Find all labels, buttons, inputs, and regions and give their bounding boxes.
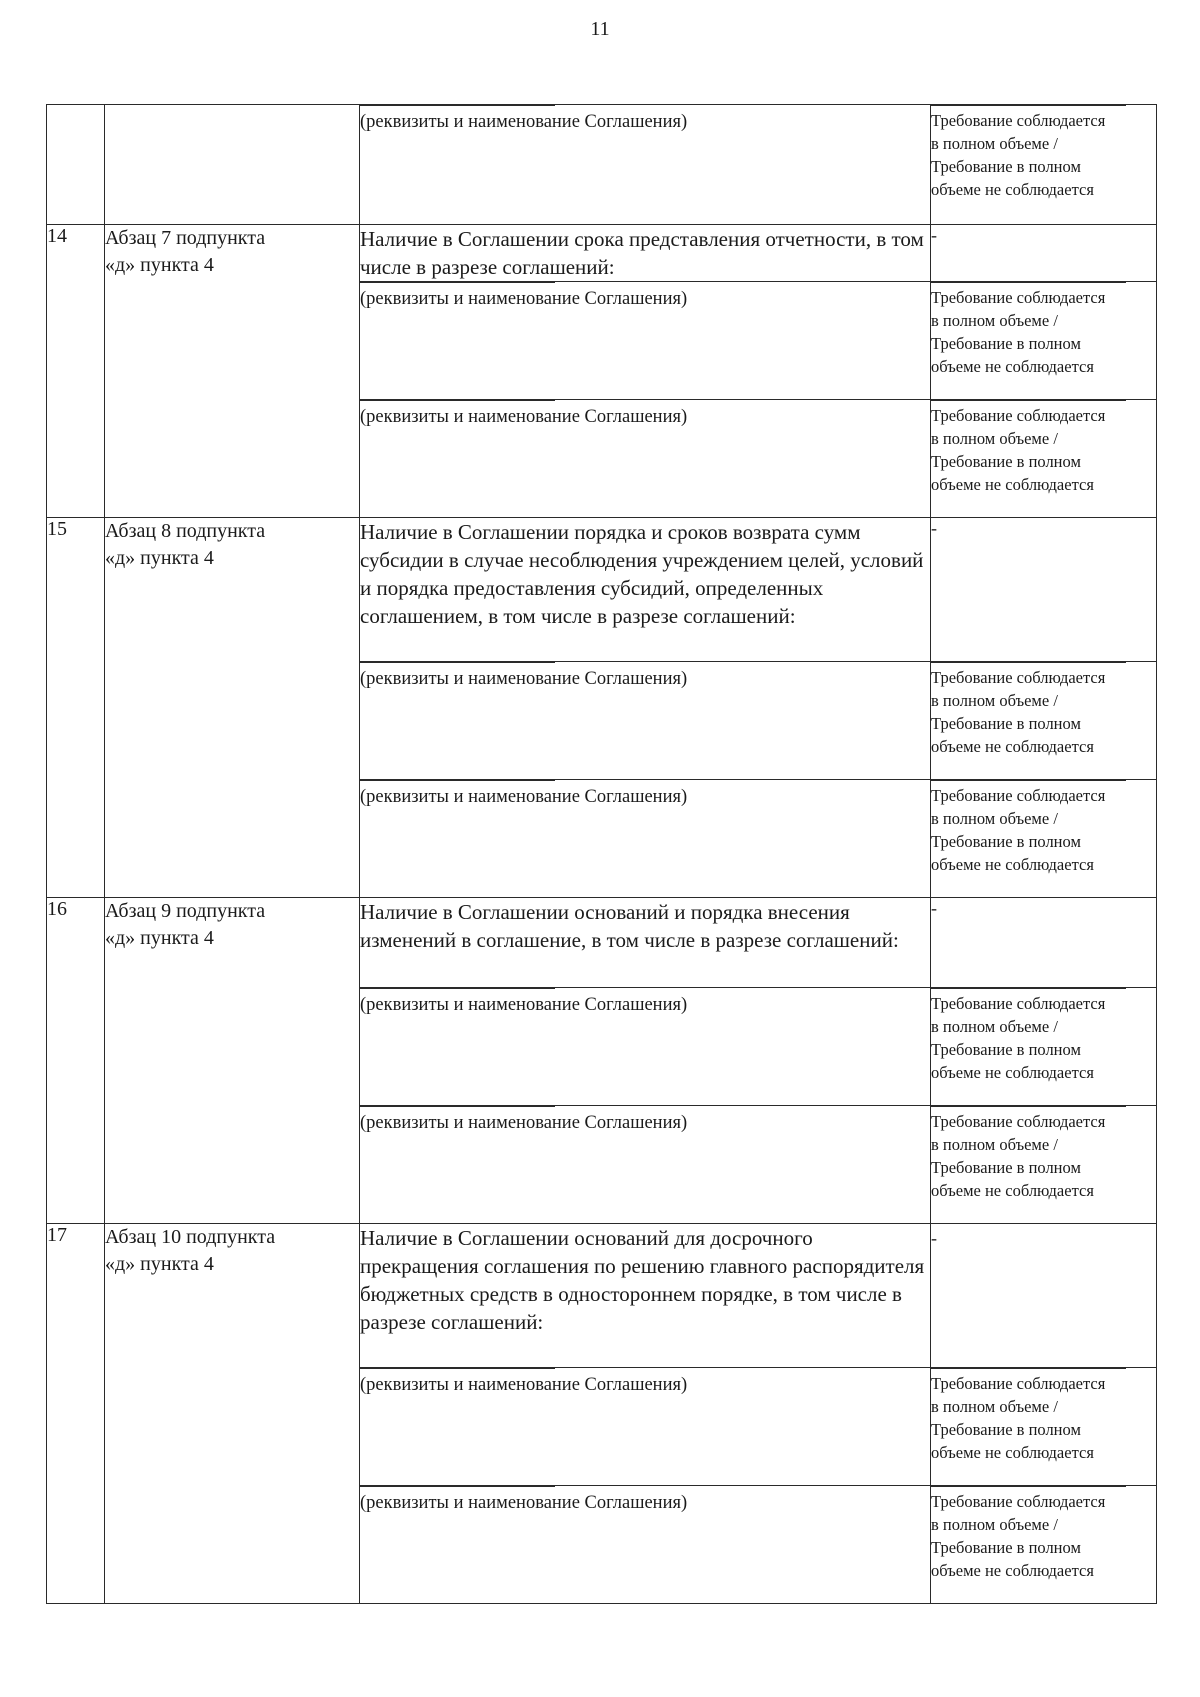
result-cell: Требование соблюдается в полном объеме / Требование в полном объеме не соблюдается [931, 282, 1157, 400]
row-reference: Абзац 10 подпункта «д» пункта 4 [105, 1224, 360, 1604]
result-cell: Требование соблюдается в полном объеме / Требование в полном объеме не соблюдается [931, 105, 1157, 225]
row-dash: - [931, 898, 1157, 988]
row-reference: Абзац 8 подпункта «д» пункта 4 [105, 518, 360, 898]
agreement-cell: (реквизиты и наименование Соглашения) [360, 1368, 931, 1486]
row-dash: - [931, 225, 1157, 282]
page-number: 11 [590, 18, 610, 40]
agreement-cell: (реквизиты и наименование Соглашения) [360, 282, 931, 400]
result-cell: Требование соблюдается в полном объеме / Требование в полном объеме не соблюдается [931, 780, 1157, 898]
result-cell: Требование соблюдается в полном объеме / Требование в полном объеме не соблюдается [931, 988, 1157, 1106]
table-row [47, 898, 1157, 988]
result-cell: Требование соблюдается в полном объеме / Требование в полном объеме не соблюдается [931, 662, 1157, 780]
checklist-table [46, 104, 1157, 1604]
result-cell: Требование соблюдается в полном объеме / Требование в полном объеме не соблюдается [931, 400, 1157, 518]
table-row [47, 1224, 1157, 1368]
agreement-cell: (реквизиты и наименование Соглашения) [360, 400, 931, 518]
row-number: 15 [47, 518, 105, 898]
row-reference: Абзац 9 подпункта «д» пункта 4 [105, 898, 360, 1224]
row-requirement: Наличие в Соглашении порядка и сроков возврата сумм субсидии в случае несоблюдения учреждением целей, условий и порядка предоставления субсидий, определенных соглашением, в том числе в разрезе соглашений: [360, 518, 931, 662]
row-number: 17 [47, 1224, 105, 1604]
row-number: 14 [47, 225, 105, 518]
table-row [47, 518, 1157, 662]
agreement-cell: (реквизиты и наименование Соглашения) [360, 988, 931, 1106]
row-requirement: Наличие в Соглашении оснований для досрочного прекращения соглашения по решению главного распорядителя бюджетных средств в одностороннем порядке, в том числе в разрезе соглашений: [360, 1224, 931, 1368]
agreement-cell: (реквизиты и наименование Соглашения) [360, 1486, 931, 1604]
row-requirement: Наличие в Соглашении оснований и порядка внесения изменений в соглашение, в том числе в разрезе соглашений: [360, 898, 931, 988]
row-number: 16 [47, 898, 105, 1224]
result-cell: Требование соблюдается в полном объеме / Требование в полном объеме не соблюдается [931, 1486, 1157, 1604]
agreement-cell [360, 105, 931, 225]
agreement-cell: (реквизиты и наименование Соглашения) [360, 780, 931, 898]
result-cell: Требование соблюдается в полном объеме / Требование в полном объеме не соблюдается [931, 1368, 1157, 1486]
agreement-cell: (реквизиты и наименование Соглашения) [360, 1106, 931, 1224]
row-requirement: Наличие в Соглашении срока представления отчетности, в том числе в разрезе соглашений: [360, 225, 931, 282]
agreement-label: (реквизиты и наименование Соглашения) [360, 112, 688, 132]
row-dash: - [931, 1224, 1157, 1368]
row-dash: - [931, 518, 1157, 662]
row-reference: Абзац 7 подпункта «д» пункта 4 [105, 225, 360, 518]
num-cell [47, 105, 105, 225]
agreement-cell: (реквизиты и наименование Соглашения) [360, 662, 931, 780]
ref-cell [105, 105, 360, 225]
table-row [47, 105, 1157, 225]
result-cell: Требование соблюдается в полном объеме / Требование в полном объеме не соблюдается [931, 1106, 1157, 1224]
table-row [47, 225, 1157, 282]
